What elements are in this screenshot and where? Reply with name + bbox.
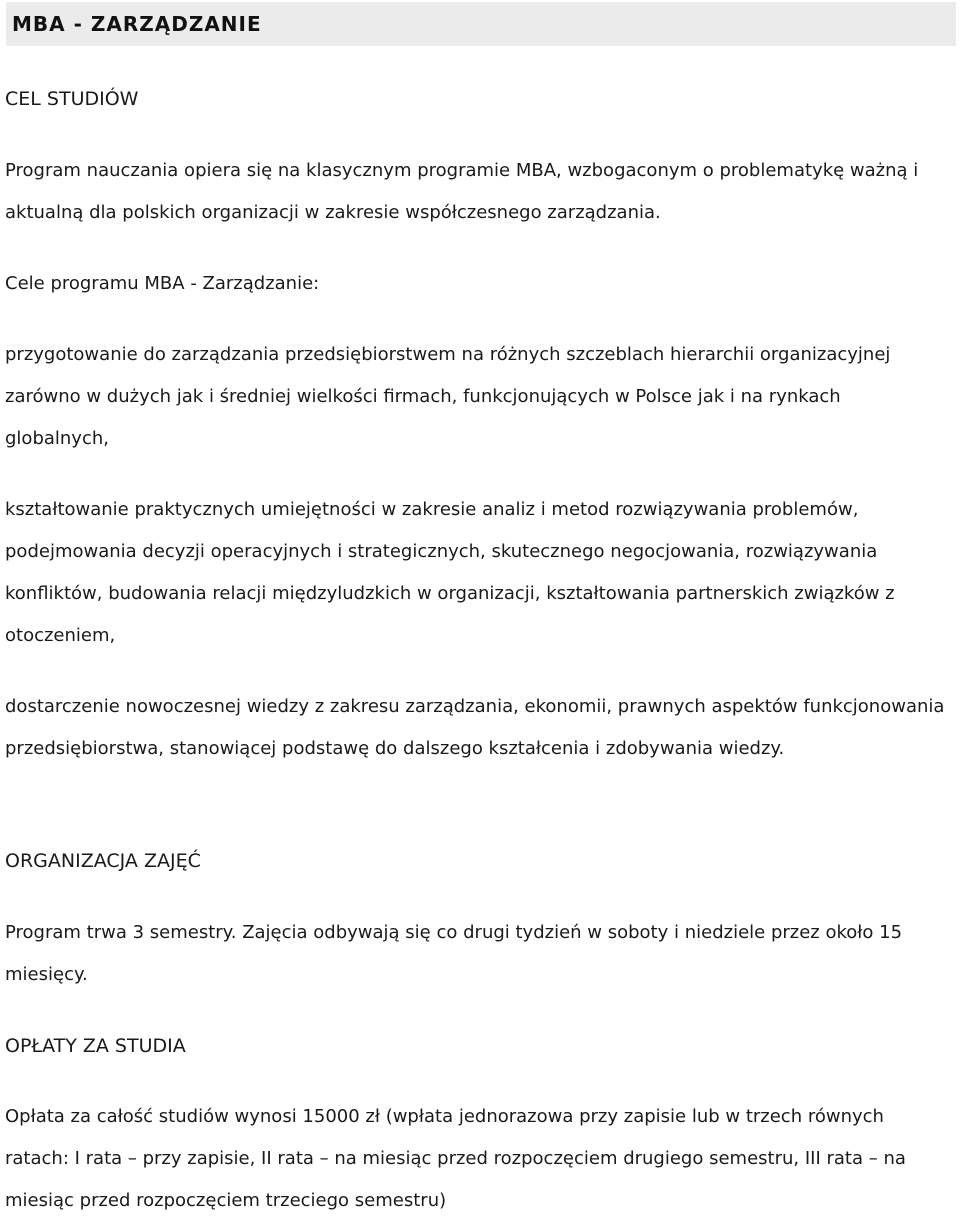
goal-item-skills: kształtowanie praktycznych umiejętności w zakresie analiz i metod rozwiązywania problemów, podejmowania decyzji operacyjnych i strategicznych, skutecznego negocjowania, rozwiązywania konfliktów, budowania relacji międzyludzkich w organizacji, kształtowania partnerskich związków z otoczeniem, xyxy=(5,499,895,646)
goal-heading: CEL STUDIÓW xyxy=(5,88,139,110)
page-header xyxy=(6,2,956,46)
organization-paragraph: Program trwa 3 semestry. Zajęcia odbywają się co drugi tydzień w soboty i niedziele przez około 15 miesięcy. xyxy=(5,922,903,985)
goal-item-knowledge: dostarczenie nowoczesnej wiedzy z zakresu zarządzania, ekonomii, prawnych aspektów funkcjonowania przedsiębiorstwa, stanowiącej podstawę do dalszego kształcenia i zdobywania wiedzy. xyxy=(5,696,945,759)
goal-item-management: przygotowanie do zarządzania przedsiębiorstwem na różnych szczeblach hierarchii organizacyjnej zarówno w dużych jak i średniej wielkości firmach, funkcjonujących w Polsce jak i na rynkach globalnych, xyxy=(5,344,891,449)
fees-heading: OPŁATY ZA STUDIA xyxy=(5,1035,186,1057)
organization-heading: ORGANIZACJA ZAJĘĆ xyxy=(5,850,201,872)
fees-paragraph: Opłata za całość studiów wynosi 15000 zł (wpłata jednorazowa przy zapisie lub w trzech równych ratach: I rata – przy zapisie, II rata – na miesiąc przed rozpoczęciem drugiego semestru, III rata – na miesiąc przed rozpoczęciem trzeciego semestru) xyxy=(5,1106,906,1211)
page-title: MBA - ZARZĄDZANIE xyxy=(12,12,262,36)
goal-intro-paragraph: Program nauczania opiera się na klasycznym programie MBA, wzbogaconym o problematykę ważną i aktualną dla polskich organizacji w zakresie współczesnego zarządzania. xyxy=(5,160,919,223)
goals-label: Cele programu MBA - Zarządzanie: xyxy=(5,273,320,294)
